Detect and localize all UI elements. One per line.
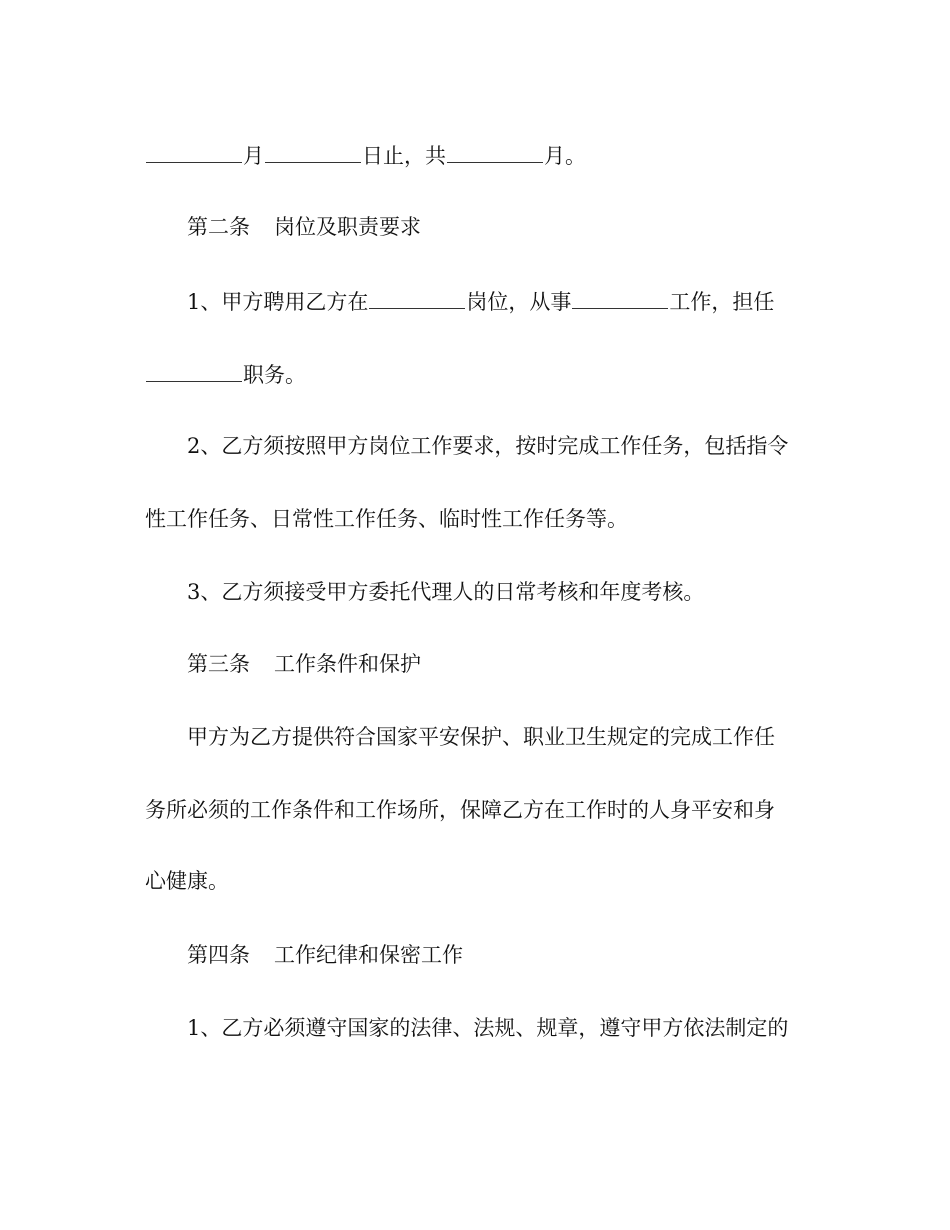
article-2-heading (187, 212, 421, 242)
article-4-heading (187, 940, 463, 970)
paragraph-line: 务所必须的工作条件和工作场所，保障乙方在工作时的人身平安和身 (145, 798, 775, 822)
article-label: 第二条 (187, 215, 250, 239)
paragraph-line (187, 287, 774, 317)
text-fragment: 工作，担任 (669, 290, 775, 314)
paragraph-line: 性工作任务、日常性工作任务、临时性工作任务等。 (145, 507, 628, 531)
article-title: 工作纪律和保密工作 (274, 943, 463, 967)
article-title: 工作条件和保护 (274, 652, 421, 676)
blank-field (572, 288, 668, 309)
paragraph-line: 心健康。 (145, 869, 229, 893)
text-fragment: 月 (243, 144, 264, 168)
article-title: 岗位及职责要求 (274, 215, 421, 239)
article-label: 第四条 (187, 943, 250, 967)
paragraph-line: 2、乙方须按照甲方岗位工作要求，按时完成工作任务，包括指令 (187, 434, 789, 458)
contract-period-line (145, 141, 586, 171)
blank-field (265, 142, 361, 163)
blank-field (146, 142, 242, 163)
article-label: 第三条 (187, 652, 250, 676)
paragraph-line: 甲方为乙方提供符合国家平安保护、职业卫生规定的完成工作任 (187, 725, 775, 749)
text-fragment: 岗位，从事 (466, 290, 572, 314)
text-fragment: 职务。 (243, 363, 306, 387)
paragraph-line (145, 360, 306, 390)
paragraph-line: 1、乙方必须遵守国家的法律、法规、规章，遵守甲方依法制定的 (187, 1016, 789, 1040)
text-fragment: 1、甲方聘用乙方在 (187, 290, 369, 314)
blank-field (447, 142, 543, 163)
blank-field (146, 361, 242, 382)
text-fragment: 日止，共 (362, 144, 446, 168)
text-fragment: 月。 (544, 144, 586, 168)
paragraph-line: 3、乙方须接受甲方委托代理人的日常考核和年度考核。 (187, 580, 705, 604)
blank-field (369, 288, 465, 309)
article-3-heading (187, 649, 421, 679)
